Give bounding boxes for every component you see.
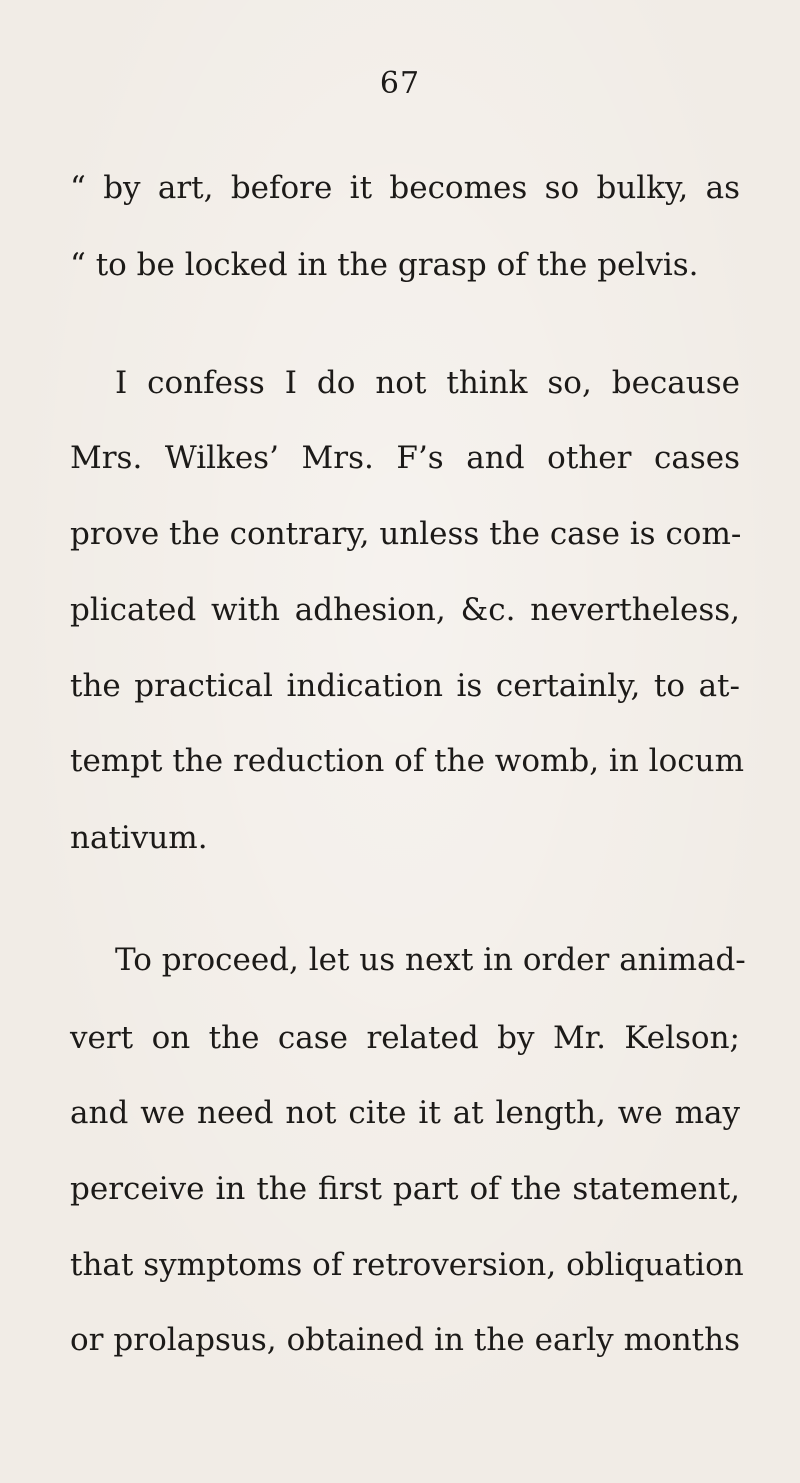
page-number: 67 [379,66,421,101]
text-line: that symptoms of retroversion, obliquation [70,1247,744,1283]
text-line: or prolapsus, obtained in the early months [70,1322,740,1358]
text-line: nativum. [70,820,208,856]
text-line: Mrs. Wilkes’ Mrs. F’s and other cases [70,440,740,476]
text-line: I confess I do not think so, because [115,365,740,401]
text-line: vert on the case related by Mr. Kelson; [70,1020,740,1056]
text-line: tempt the reduction of the womb, in locum [70,743,744,779]
text-line: To proceed, let us next in order animad- [115,942,746,978]
text-line: plicated with adhesion, &c. nevertheless, [70,592,740,628]
text-line: perceive in the first part of the statement, [70,1171,740,1207]
text-line: prove the contrary, unless the case is com- [70,516,742,552]
text-line: and we need not cite it at length, we may [70,1095,740,1131]
text-line: the practical indication is certainly, to at- [70,668,740,704]
text-line: “ to be locked in the grasp of the pelvis. [70,247,699,283]
text-line: “ by art, before it becomes so bulky, as [70,170,740,206]
